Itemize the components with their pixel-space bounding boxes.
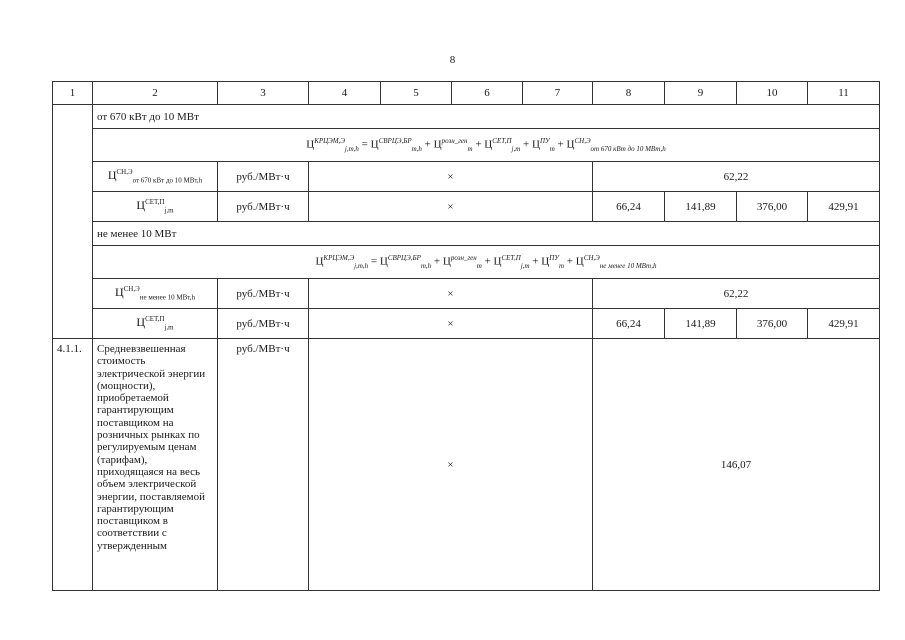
header-cell: 2	[93, 82, 218, 105]
value-cell: 62,22	[593, 162, 880, 192]
tariff-table	[52, 81, 880, 591]
cross-cell: ×	[309, 192, 593, 222]
value-cell: 376,00	[737, 192, 808, 222]
cross-cell: ×	[309, 279, 593, 309]
value-cell: 141,89	[665, 309, 737, 339]
value-cell: 66,24	[593, 309, 665, 339]
table-row	[53, 309, 880, 339]
header-row	[53, 82, 880, 105]
formula-row	[53, 129, 880, 162]
symbol-cell: $Ц^{СН,Э}_{не менее 10 МВт,h}$	[93, 279, 218, 309]
header-cell: 9	[665, 82, 737, 105]
symbol-cell: $Ц^{СН,Э}_{от 670 кВт до 10 МВт,h}$	[93, 162, 218, 192]
section-title-row	[53, 105, 880, 129]
table-row	[53, 162, 880, 192]
item-description: Средневзвешенная стоимость электрической энергии (мощности), приобретаемой гарантирующим поставщиком на розничных рынках по регулируемым ценам (тарифам), приходящаяся на весь объем электрической энергии, поставляемой гарантирующим поставщиком в соответствии с утвержденным	[93, 339, 218, 591]
formula-10mw-plus: $Ц^{КРЦЭМ,Э}_{j,m,h} = Ц^{СВРЦЭ,БР}_{m,h} + Ц^{розн\_ген}_m + Ц^{СЕТ,П}_{j,m} + Ц^{ПУ}_m + Ц^{СН,Э}_{не менее 10 МВт,h}$	[93, 246, 880, 279]
header-cell: 6	[452, 82, 523, 105]
value-cell: 146,07	[593, 339, 880, 591]
unit-cell: руб./МВт·ч	[218, 309, 309, 339]
value-cell: 429,91	[808, 309, 880, 339]
header-cell: 7	[523, 82, 593, 105]
header-cell: 11	[808, 82, 880, 105]
section-title-670kw-10mw: от 670 кВт до 10 МВт	[93, 105, 880, 129]
value-cell: 141,89	[665, 192, 737, 222]
formula-row	[53, 246, 880, 279]
cross-cell: ×	[309, 162, 593, 192]
header-cell: 1	[53, 82, 93, 105]
unit-cell: руб./МВт·ч	[218, 192, 309, 222]
header-cell: 8	[593, 82, 665, 105]
page-number: 8	[449, 54, 456, 66]
value-cell: 376,00	[737, 309, 808, 339]
table-row	[53, 279, 880, 309]
header-cell: 5	[381, 82, 452, 105]
section-title-row	[53, 222, 880, 246]
unit-cell: руб./МВт·ч	[218, 279, 309, 309]
symbol-cell: $Ц^{СЕТ,П}_{j,m}$	[93, 192, 218, 222]
cross-cell: ×	[309, 339, 593, 591]
header-cell: 3	[218, 82, 309, 105]
symbol-cell: $Ц^{СЕТ,П}_{j,m}$	[93, 309, 218, 339]
value-cell: 62,22	[593, 279, 880, 309]
empty-number-cell	[53, 105, 93, 339]
item-row	[53, 339, 880, 591]
value-cell: 66,24	[593, 192, 665, 222]
table-row	[53, 192, 880, 222]
header-cell: 10	[737, 82, 808, 105]
formula-670kw-10mw: $Ц^{КРЦЭМ,Э}_{j,m,h} = Ц^{СВРЦЭ,БР}_{m,h} + Ц^{розн\_ген}_m + Ц^{СЕТ,П}_{j,m} + Ц^{ПУ}_m + Ц^{СН,Э}_{от 670 кВт до 10 МВт,h}$	[93, 129, 880, 162]
section-title-10mw-plus: не менее 10 МВт	[93, 222, 880, 246]
unit-cell: руб./МВт·ч	[218, 162, 309, 192]
value-cell: 429,91	[808, 192, 880, 222]
unit-cell: руб./МВт·ч	[218, 339, 309, 591]
header-cell: 4	[309, 82, 381, 105]
cross-cell: ×	[309, 309, 593, 339]
item-number: 4.1.1.	[53, 339, 93, 591]
